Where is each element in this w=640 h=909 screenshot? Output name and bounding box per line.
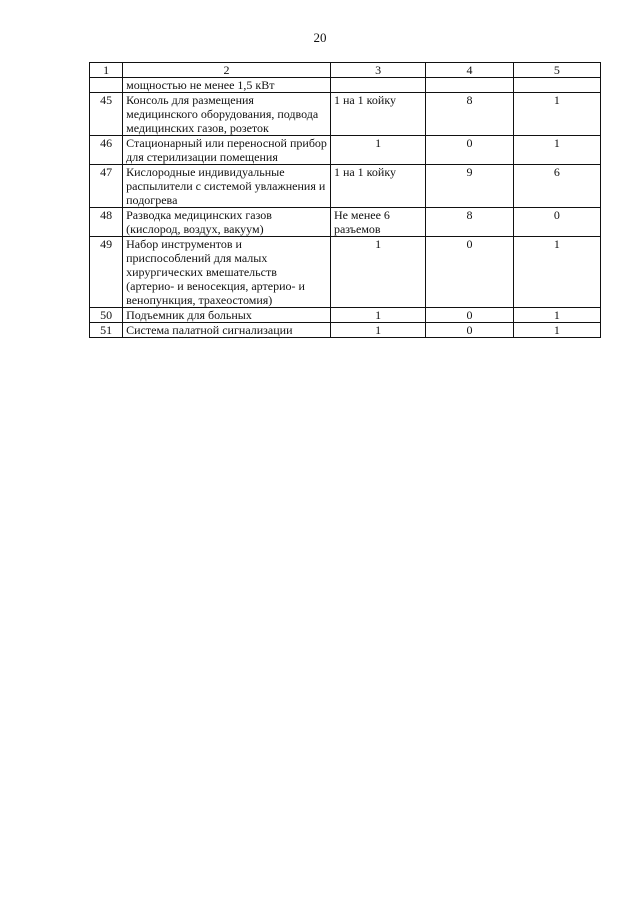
- cell-col4: 0: [426, 308, 513, 323]
- cell-name: мощностью не менее 1,5 кВт: [123, 78, 331, 93]
- table-row: [90, 93, 601, 136]
- cell-name: Подъемник для больных: [123, 308, 331, 323]
- header-col-4: 4: [426, 63, 513, 78]
- cell-norm: 1: [330, 323, 425, 338]
- cell-col5: 1: [513, 308, 600, 323]
- cell-name: Стационарный или переносной прибор для стерилизации помещения: [123, 136, 331, 165]
- cell-col4: 8: [426, 208, 513, 237]
- header-col-2: 2: [123, 63, 331, 78]
- cell-num: 47: [90, 165, 123, 208]
- cell-col5: 1: [513, 93, 600, 136]
- cell-num: 46: [90, 136, 123, 165]
- header-col-1: 1: [90, 63, 123, 78]
- cell-num: [90, 78, 123, 93]
- cell-norm: 1 на 1 койку: [330, 165, 425, 208]
- cell-norm: 1: [330, 237, 425, 308]
- cell-num: 48: [90, 208, 123, 237]
- page-number: 20: [313, 30, 327, 45]
- equipment-table: [89, 62, 601, 338]
- table-row: [90, 136, 601, 165]
- table-row: [90, 308, 601, 323]
- cell-col5: 1: [513, 323, 600, 338]
- table-header-row: [90, 63, 601, 78]
- cell-norm: 1 на 1 койку: [330, 93, 425, 136]
- cell-norm: 1: [330, 308, 425, 323]
- cell-col4: 0: [426, 237, 513, 308]
- cell-col5: 1: [513, 136, 600, 165]
- cell-col5: 6: [513, 165, 600, 208]
- cell-norm: 1: [330, 136, 425, 165]
- cell-col4: 0: [426, 323, 513, 338]
- table-row: [90, 323, 601, 338]
- cell-num: 49: [90, 237, 123, 308]
- continuation-row: [90, 78, 601, 93]
- cell-norm: Не менее 6 разъемов: [330, 208, 425, 237]
- header-col-3: 3: [330, 63, 425, 78]
- cell-col5: 1: [513, 237, 600, 308]
- cell-norm: [330, 78, 425, 93]
- table-row: [90, 237, 601, 308]
- cell-col5: [513, 78, 600, 93]
- table-row: [90, 165, 601, 208]
- header-col-5: 5: [513, 63, 600, 78]
- cell-name: Консоль для размещения медицинского оборудования, подвода медицинских газов, розеток: [123, 93, 331, 136]
- cell-col4: 9: [426, 165, 513, 208]
- cell-col5: 0: [513, 208, 600, 237]
- cell-col4: 0: [426, 136, 513, 165]
- table-row: [90, 208, 601, 237]
- cell-num: 51: [90, 323, 123, 338]
- cell-name: Система палатной сигнализации: [123, 323, 331, 338]
- cell-name: Кислородные индивидуальные распылители с системой увлажнения и подогрева: [123, 165, 331, 208]
- cell-num: 45: [90, 93, 123, 136]
- cell-name: Набор инструментов и приспособлений для малых хирургических вмешательств (артерио- и веносекция, артерио- и венопункция, трахеостомия): [123, 237, 331, 308]
- cell-col4: 8: [426, 93, 513, 136]
- cell-name: Разводка медицинских газов (кислород, воздух, вакуум): [123, 208, 331, 237]
- cell-col4: [426, 78, 513, 93]
- cell-num: 50: [90, 308, 123, 323]
